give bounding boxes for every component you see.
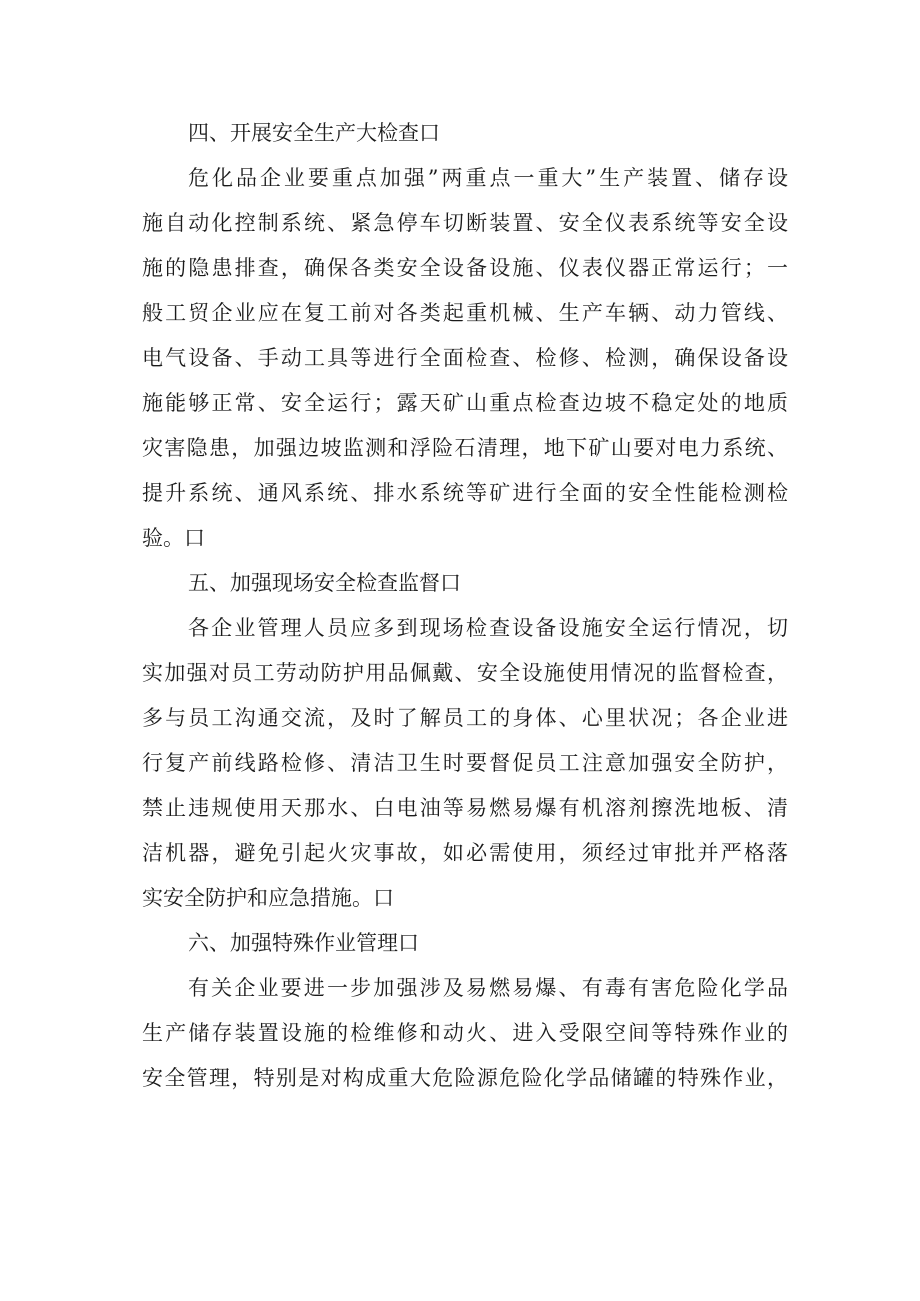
paragraph-line: 各企业管理人员应多到现场检查设备设施安全运行情况，切 [188, 616, 788, 640]
section-paragraph-6 [142, 967, 788, 1099]
paragraph-line: 禁止违规使用天那水、白电油等易燃易爆有机溶剂擦洗地板、清 [142, 796, 788, 820]
section-paragraph-5 [142, 607, 788, 919]
paragraph-line: 灾害隐患，加强边坡监测和浮险石清理，地下矿山要对电力系统、 [142, 436, 788, 460]
paragraph-line: 多与员工沟通交流，及时了解员工的身体、心里状况；各企业进 [142, 706, 788, 730]
paragraph-line: 行复产前线路检修、清洁卫生时要督促员工注意加强安全防护， [142, 751, 788, 775]
section-paragraph-4 [142, 157, 788, 559]
paragraph-line: 危化品企业要重点加强”两重点一重大”生产装置、储存设 [188, 166, 788, 190]
paragraph-line: 提升系统、通风系统、排水系统等矿进行全面的安全性能检测检 [142, 481, 788, 505]
paragraph-line: 施的隐患排查，确保各类安全设备设施、仪表仪器正常运行；一 [142, 256, 788, 280]
paragraph-line: 洁机器，避免引起火灾事故，如必需使用，须经过审批并严格落 [142, 841, 788, 865]
paragraph-line: 实加强对员工劳动防护用品佩戴、安全设施使用情况的监督检查， [142, 661, 788, 685]
paragraph-line: 有关企业要进一步加强涉及易燃易爆、有毒有害危险化学品 [188, 976, 788, 1000]
document-page [142, 112, 788, 1102]
paragraph-line: 生产储存装置设施的检维修和动火、进入受限空间等特殊作业的 [142, 1021, 788, 1045]
section-heading-4: 四、开展安全生产大检查口 [188, 121, 440, 145]
paragraph-line: 施自动化控制系统、紧急停车切断装置、安全仪表系统等安全设 [142, 211, 788, 235]
paragraph-line: 般工贸企业应在复工前对各类起重机械、生产车辆、动力管线、 [142, 301, 788, 325]
paragraph-line: 电气设备、手动工具等进行全面检查、检修、检测，确保设备设 [142, 346, 788, 370]
section-heading-6: 六、加强特殊作业管理口 [188, 931, 419, 955]
section-heading-5: 五、加强现场安全检查监督口 [188, 571, 461, 595]
paragraph-line: 实安全防护和应急措施。口 [142, 886, 394, 910]
paragraph-line: 施能够正常、安全运行；露天矿山重点检查边坡不稳定处的地质 [142, 391, 788, 415]
paragraph-line: 验。口 [142, 526, 205, 550]
paragraph-line: 安全管理，特别是对构成重大危险源危险化学品储罐的特殊作业， [142, 1066, 788, 1090]
